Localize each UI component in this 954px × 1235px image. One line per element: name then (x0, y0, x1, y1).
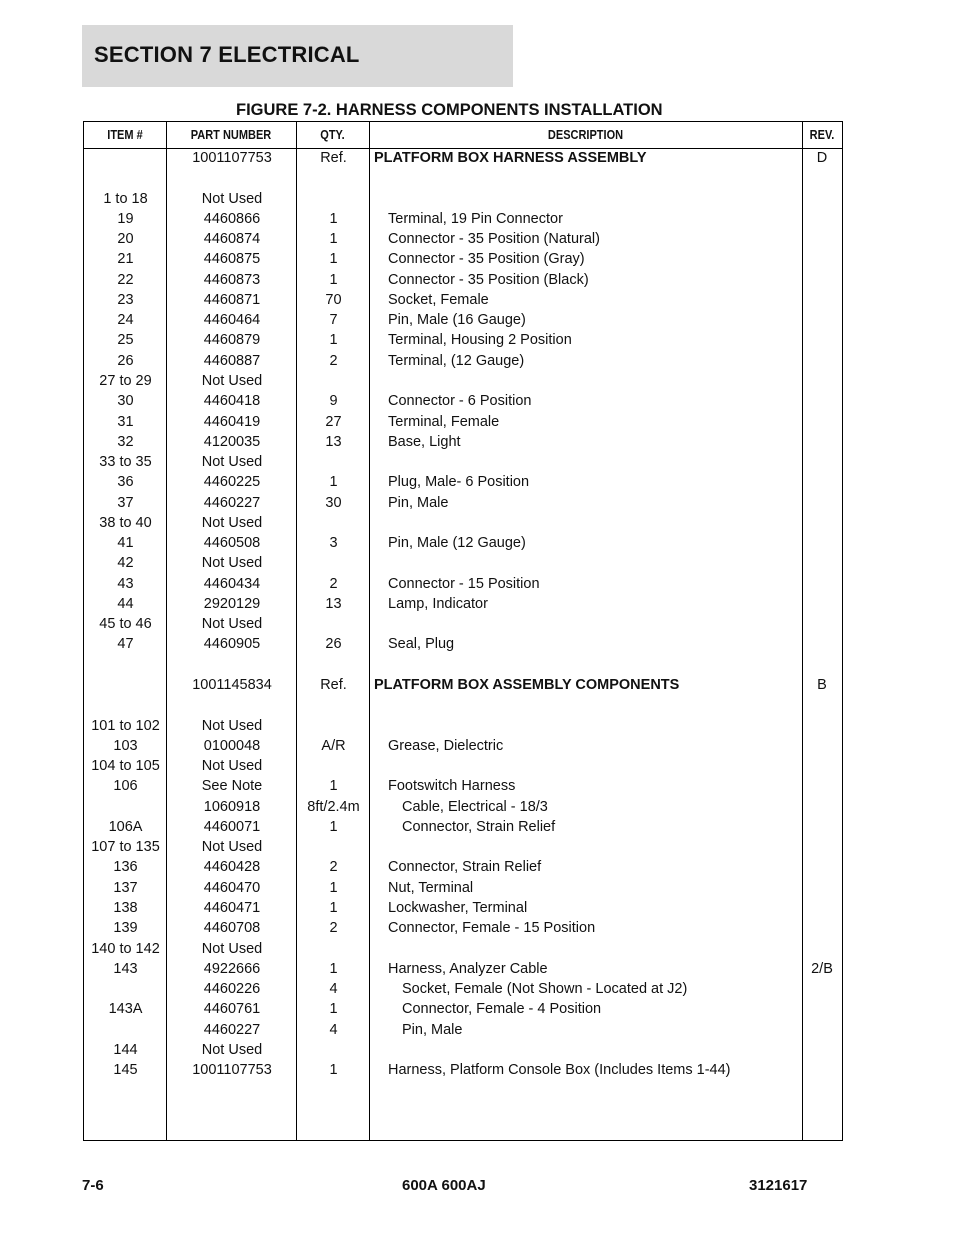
qty-cell: 1 (329, 251, 338, 268)
part-number-cell: 1001107753 (192, 150, 272, 166)
item-cell: 1 to 18 (103, 190, 148, 207)
header-rev: REV. (809, 128, 835, 142)
table-row (84, 553, 842, 573)
table-row (84, 797, 842, 817)
figure-title: FIGURE 7-2. HARNESS COMPONENTS INSTALLATION (236, 101, 663, 119)
table-row (84, 472, 842, 492)
rev-cell: D (816, 150, 828, 166)
part-number-cell: Not Used (201, 190, 263, 207)
part-number-cell: See Note (201, 778, 263, 795)
qty-cell: 2 (329, 575, 338, 592)
table-row (84, 249, 842, 269)
description-cell: Nut, Terminal (388, 879, 474, 896)
table-row (84, 168, 842, 188)
table-row (84, 432, 842, 452)
part-number-cell: 1001107753 (192, 1062, 272, 1079)
qty-cell: 30 (325, 494, 342, 511)
part-number-cell: 4460470 (203, 879, 261, 896)
table-row (84, 898, 842, 918)
qty-cell: 2 (329, 352, 338, 369)
qty-cell: 1 (329, 231, 338, 248)
table-row (84, 513, 842, 533)
part-number-cell: 4460761 (203, 1001, 261, 1018)
table-row (84, 290, 842, 310)
part-number-cell: 4120035 (203, 433, 261, 450)
part-number-cell: Not Used (201, 372, 263, 389)
item-cell: 107 to 135 (91, 839, 160, 856)
table-row (84, 533, 842, 553)
footer-doc-number: 3121617 (749, 1177, 808, 1194)
table-row (84, 270, 842, 290)
description-cell: Connector - 35 Position (Black) (388, 271, 589, 288)
table-row (84, 1040, 842, 1060)
item-cell: 22 (117, 271, 134, 288)
item-cell: 136 (113, 859, 138, 876)
description-cell: PLATFORM BOX ASSEMBLY COMPONENTS (374, 677, 680, 694)
table-row (84, 330, 842, 350)
description-cell: Seal, Plug (388, 636, 455, 653)
table-row (84, 817, 842, 837)
item-cell: 30 (117, 393, 134, 410)
description-cell: Base, Light (388, 433, 461, 450)
item-cell: 106 (113, 778, 138, 795)
table-row (84, 493, 842, 513)
part-number-cell: 4460464 (203, 312, 261, 329)
item-cell: 21 (117, 251, 134, 268)
item-cell: 36 (117, 474, 134, 491)
table-row (84, 209, 842, 229)
part-number-cell: 4460875 (203, 251, 261, 268)
qty-cell: 1 (329, 899, 338, 916)
table-row (84, 412, 842, 432)
qty-cell: 2 (329, 920, 338, 937)
part-number-cell: Not Used (201, 514, 263, 531)
item-cell: 43 (117, 575, 134, 592)
part-number-cell: 4460887 (203, 352, 261, 369)
description-cell: Connector - 15 Position (388, 575, 540, 592)
item-cell: 20 (117, 231, 134, 248)
item-cell: 27 to 29 (99, 372, 152, 389)
part-number-cell: 0100048 (203, 737, 261, 754)
item-cell: 144 (113, 1041, 138, 1058)
part-number-cell: Not Used (201, 555, 263, 572)
part-number-cell: 4460708 (203, 920, 261, 937)
item-cell: 137 (113, 879, 138, 896)
description-cell: Connector - 6 Position (388, 393, 532, 410)
header-qty: QTY. (320, 128, 345, 142)
qty-cell: 1 (329, 474, 338, 491)
table-row (84, 391, 842, 411)
part-number-cell: 1001145834 (192, 677, 272, 694)
item-cell: 106A (108, 818, 143, 835)
item-cell: 33 to 35 (99, 454, 152, 471)
item-cell: 104 to 105 (91, 758, 160, 775)
qty-cell: 7 (329, 312, 338, 329)
part-number-cell: 4460226 (203, 981, 261, 998)
table-row (84, 918, 842, 938)
description-cell: Harness, Platform Console Box (Includes Items 1-44) (388, 1062, 731, 1079)
table-row (84, 574, 842, 594)
item-cell: 32 (117, 433, 134, 450)
part-number-cell: 2920129 (203, 595, 261, 612)
item-cell: 138 (113, 899, 138, 916)
qty-cell: 13 (325, 433, 342, 450)
description-cell: Terminal, Housing 2 Position (388, 332, 572, 349)
qty-cell: 70 (325, 291, 342, 308)
part-number-cell: Not Used (201, 940, 263, 957)
description-cell: Pin, Male (388, 494, 449, 511)
qty-cell: 2 (329, 859, 338, 876)
item-cell: 31 (117, 413, 134, 430)
table-row (84, 837, 842, 857)
description-cell: Pin, Male (16 Gauge) (388, 312, 526, 329)
qty-cell: 13 (325, 595, 342, 612)
table-row (84, 594, 842, 614)
description-cell: Connector - 35 Position (Natural) (388, 231, 600, 248)
section-header (82, 25, 513, 87)
description-cell: Connector, Female - 4 Position (402, 1001, 602, 1018)
table-row (84, 756, 842, 776)
item-cell: 143A (108, 1001, 143, 1018)
part-number-cell: 1060918 (203, 798, 261, 815)
table-row (84, 148, 842, 168)
qty-cell: 1 (329, 818, 338, 835)
description-cell: Harness, Analyzer Cable (388, 960, 548, 977)
item-cell: 37 (117, 494, 134, 511)
part-number-cell: 4460866 (203, 210, 261, 227)
description-cell: Pin, Male (12 Gauge) (388, 535, 526, 552)
table-row (84, 1020, 842, 1040)
description-cell: Cable, Electrical - 18/3 (402, 798, 548, 815)
part-number-cell: 4460227 (203, 1021, 261, 1038)
table-row (84, 857, 842, 877)
qty-cell: 8ft/2.4m (307, 798, 360, 815)
table-row (84, 371, 842, 391)
item-cell: 139 (113, 920, 138, 937)
qty-cell: 1 (329, 332, 338, 349)
description-cell: Lamp, Indicator (388, 595, 488, 612)
qty-cell: 1 (329, 210, 338, 227)
table-row (84, 716, 842, 736)
part-number-cell: Not Used (201, 616, 263, 633)
table-row (84, 1060, 842, 1080)
qty-cell: A/R (321, 737, 346, 754)
table-row (84, 655, 842, 675)
item-cell: 19 (117, 210, 134, 227)
table-row (84, 939, 842, 959)
description-cell: Socket, Female (388, 291, 489, 308)
item-cell: 143 (113, 960, 138, 977)
part-number-cell: Not Used (201, 839, 263, 856)
item-cell: 47 (117, 636, 134, 653)
qty-cell: 1 (329, 960, 338, 977)
part-number-cell: 4460508 (203, 535, 261, 552)
description-cell: Lockwasher, Terminal (388, 899, 528, 916)
part-number-cell: 4460418 (203, 393, 261, 410)
item-cell: 23 (117, 291, 134, 308)
qty-cell: 27 (325, 413, 342, 430)
part-number-cell: 4460419 (203, 413, 261, 430)
footer-model: 600A 600AJ (402, 1177, 486, 1194)
description-cell: Connector, Strain Relief (402, 818, 556, 835)
description-cell: Connector, Strain Relief (388, 859, 542, 876)
item-cell: 24 (117, 312, 134, 329)
part-number-cell: 4460905 (203, 636, 261, 653)
qty-cell: 1 (329, 1001, 338, 1018)
item-cell: 101 to 102 (91, 717, 160, 734)
table-row (84, 776, 842, 796)
part-number-cell: 4460873 (203, 271, 261, 288)
table-row (84, 878, 842, 898)
table-row (84, 351, 842, 371)
header-item: ITEM # (107, 128, 143, 142)
description-cell: Grease, Dielectric (388, 737, 504, 754)
table-row (84, 452, 842, 472)
table-row (84, 229, 842, 249)
description-cell: Footswitch Harness (388, 778, 516, 795)
table-row (84, 959, 842, 979)
part-number-cell: 4460428 (203, 859, 261, 876)
item-cell: 44 (117, 595, 134, 612)
item-cell: 25 (117, 332, 134, 349)
qty-cell: Ref. (320, 150, 347, 166)
part-number-cell: 4460434 (203, 575, 261, 592)
table-row (84, 614, 842, 634)
section-title: SECTION 7 ELECTRICAL (94, 42, 360, 67)
description-cell: PLATFORM BOX HARNESS ASSEMBLY (374, 150, 647, 166)
qty-cell: 4 (329, 1021, 338, 1038)
part-number-cell: 4460871 (203, 291, 261, 308)
qty-cell: 9 (329, 393, 338, 410)
description-cell: Connector - 35 Position (Gray) (388, 251, 585, 268)
table-row (84, 189, 842, 209)
description-cell: Pin, Male (402, 1021, 463, 1038)
qty-cell: 3 (329, 535, 338, 552)
table-row (84, 999, 842, 1019)
qty-cell: 26 (325, 636, 342, 653)
description-cell: Connector, Female - 15 Position (388, 920, 596, 937)
header-description: DESCRIPTION (547, 128, 624, 142)
qty-cell: 1 (329, 1062, 338, 1079)
table-row (84, 695, 842, 715)
item-cell: 42 (117, 555, 134, 572)
part-number-cell: 4922666 (203, 960, 261, 977)
part-number-cell: Not Used (201, 758, 263, 775)
rev-cell: 2/B (811, 960, 833, 977)
part-number-cell: 4460874 (203, 231, 261, 248)
item-cell: 26 (117, 352, 134, 369)
header-part-number: PART NUMBER (190, 128, 272, 142)
qty-cell: Ref. (320, 677, 347, 694)
part-number-cell: 4460471 (203, 899, 261, 916)
part-number-cell: 4460879 (203, 332, 261, 349)
part-number-cell: Not Used (201, 454, 263, 471)
item-cell: 145 (113, 1062, 138, 1079)
item-cell: 140 to 142 (91, 940, 160, 957)
part-number-cell: Not Used (201, 1041, 263, 1058)
table-row (84, 736, 842, 756)
qty-cell: 1 (329, 778, 338, 795)
part-number-cell: 4460225 (203, 474, 261, 491)
table-row (84, 675, 842, 695)
table-row (84, 634, 842, 654)
footer-page-number: 7-6 (82, 1177, 104, 1194)
qty-cell: 4 (329, 981, 338, 998)
part-number-cell: 4460227 (203, 494, 261, 511)
parts-table (83, 121, 843, 1141)
item-cell: 45 to 46 (99, 616, 152, 633)
description-cell: Terminal, (12 Gauge) (388, 352, 525, 369)
part-number-cell: Not Used (201, 717, 263, 734)
description-cell: Terminal, 19 Pin Connector (388, 210, 563, 227)
description-cell: Socket, Female (Not Shown - Located at J2) (402, 981, 688, 998)
item-cell: 38 to 40 (99, 514, 152, 531)
qty-cell: 1 (329, 879, 338, 896)
description-cell: Plug, Male- 6 Position (388, 474, 530, 491)
description-cell: Terminal, Female (388, 413, 500, 430)
item-cell: 103 (113, 737, 138, 754)
part-number-cell: 4460071 (203, 818, 261, 835)
qty-cell: 1 (329, 271, 338, 288)
rev-cell: B (817, 677, 827, 694)
item-cell: 41 (117, 535, 134, 552)
table-row (84, 979, 842, 999)
table-row (84, 310, 842, 330)
